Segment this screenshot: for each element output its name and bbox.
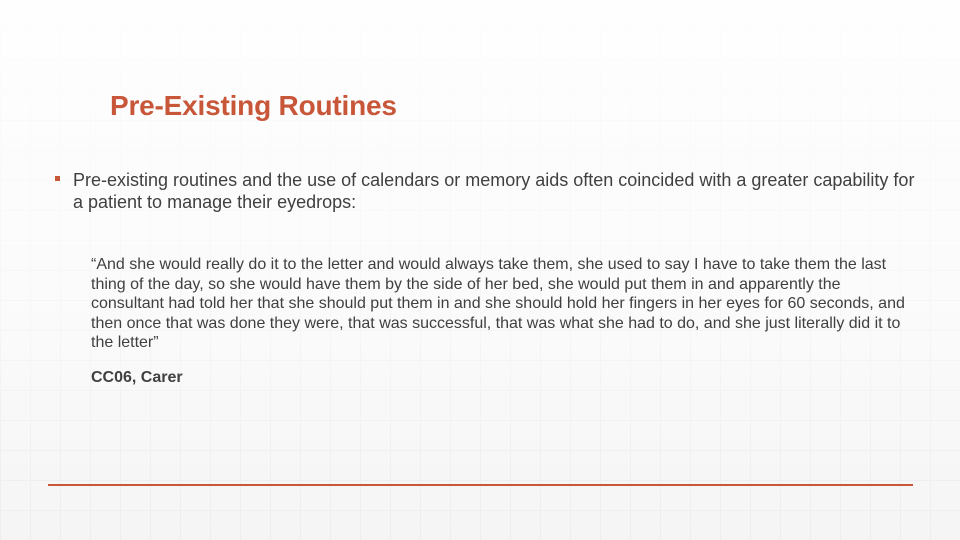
bullet-text: Pre-existing routines and the use of calendars or memory aids often coincided with a greater capability for a patient to manage their eyedrops: bbox=[73, 170, 915, 212]
slide-title: Pre-Existing Routines bbox=[110, 90, 397, 121]
quote-attribution: CC06, Carer bbox=[91, 369, 183, 386]
footer-divider bbox=[48, 484, 913, 486]
quote-text: “And she would really do it to the letter and would always take them, she used to say I have to take them the last thing of the day, so she would have them by the side of her bed, she would put them in and apparently the consultant had told her that she should put them in and she should hold her fingers in her eyes for 60 seconds, and then once that was done they were, that was successful, that was what she had to do, and she just literally did it to the letter” bbox=[91, 256, 905, 352]
bullet-item bbox=[55, 169, 915, 213]
square-bullet-icon bbox=[55, 176, 60, 181]
